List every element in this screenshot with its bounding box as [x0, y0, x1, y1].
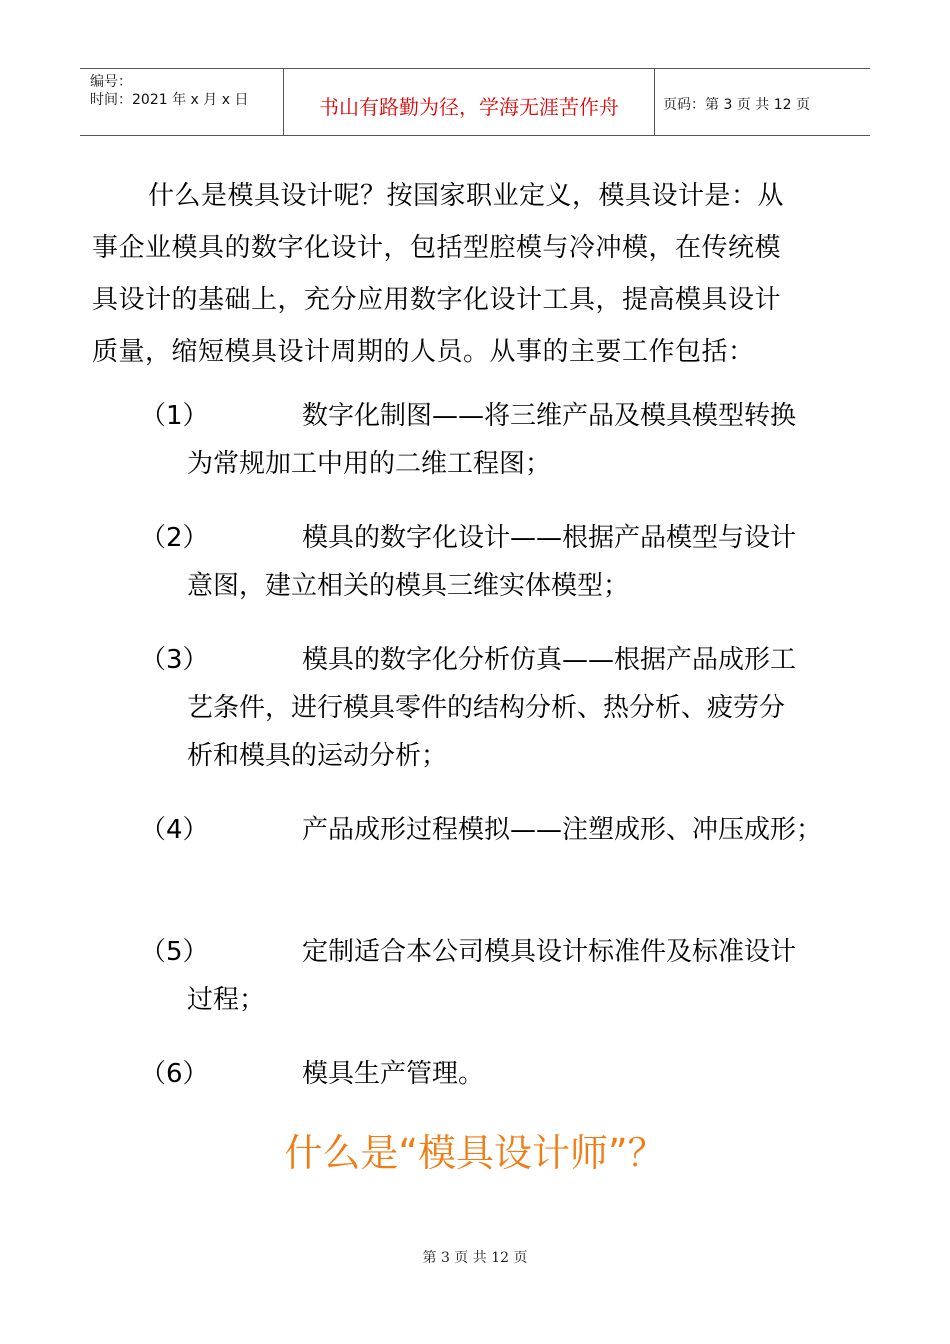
list-item-line: 模具的数字化分析仿真——根据产品成形工: [302, 645, 797, 675]
list-item-number: （6）: [140, 1059, 209, 1089]
header-page-cell: [655, 69, 870, 135]
header-meta-cell: [80, 69, 283, 135]
intro-line: 什么是模具设计呢？按国家职业定义，模具设计是：从: [148, 181, 785, 211]
list-item-number: （1）: [140, 401, 209, 431]
list-item-2: [92, 514, 862, 610]
list-item-number: （2）: [140, 523, 209, 553]
header-motto: 书山有路勤为径，学海无涯苦作舟: [319, 95, 619, 119]
header-page-info: 页码：第 3 页 共 12 页: [663, 97, 810, 113]
intro-line: 事企业模具的数字化设计，包括型腔模与冷冲模，在传统模: [92, 233, 782, 263]
list-item-6: [92, 1050, 862, 1098]
list-item-line: 产品成形过程模拟——注塑成形、冲压成形；: [302, 815, 823, 845]
list-item-line: 定制适合本公司模具设计标准件及标准设计: [302, 937, 797, 967]
list-item-line: 过程；: [187, 985, 266, 1015]
list-item-line: 模具生产管理。: [302, 1059, 485, 1089]
list-item-number: （5）: [140, 937, 209, 967]
intro-line: 质量，缩短模具设计周期的人员。从事的主要工作包括：: [92, 337, 755, 367]
list-item-line: 艺条件，进行模具零件的结构分析、热分析、疲劳分: [187, 693, 786, 723]
list-item-3: [92, 636, 862, 780]
list-item-1: [92, 392, 862, 488]
list-item-line: 数字化制图——将三维产品及模具模型转换: [302, 401, 797, 431]
intro-line: 具设计的基础上，充分应用数字化设计工具，提高模具设计: [92, 285, 782, 315]
document-time-label: 时间：2021 年 x 月 x 日: [90, 92, 249, 108]
list-item-line: 为常规加工中用的二维工程图；: [187, 449, 552, 479]
header-motto-cell: [283, 69, 655, 135]
section-heading: 什么是“模具设计师”？: [284, 1131, 666, 1175]
list-item-line: 析和模具的运动分析；: [187, 741, 448, 771]
document-body: [92, 170, 862, 1089]
list-item-line: 模具的数字化设计——根据产品模型与设计: [302, 523, 797, 553]
list-item-line: 意图，建立相关的模具三维实体模型；: [187, 571, 630, 601]
list-item-5: [92, 928, 862, 1024]
list-item-4: [92, 806, 862, 854]
page-header: [80, 68, 870, 136]
page-footer: 第 3 页 共 12 页: [422, 1250, 528, 1266]
intro-paragraph: [92, 170, 862, 378]
document-number-label: 编号：: [90, 74, 132, 90]
list-item-number: （4）: [140, 815, 209, 845]
list-item-number: （3）: [140, 645, 209, 675]
